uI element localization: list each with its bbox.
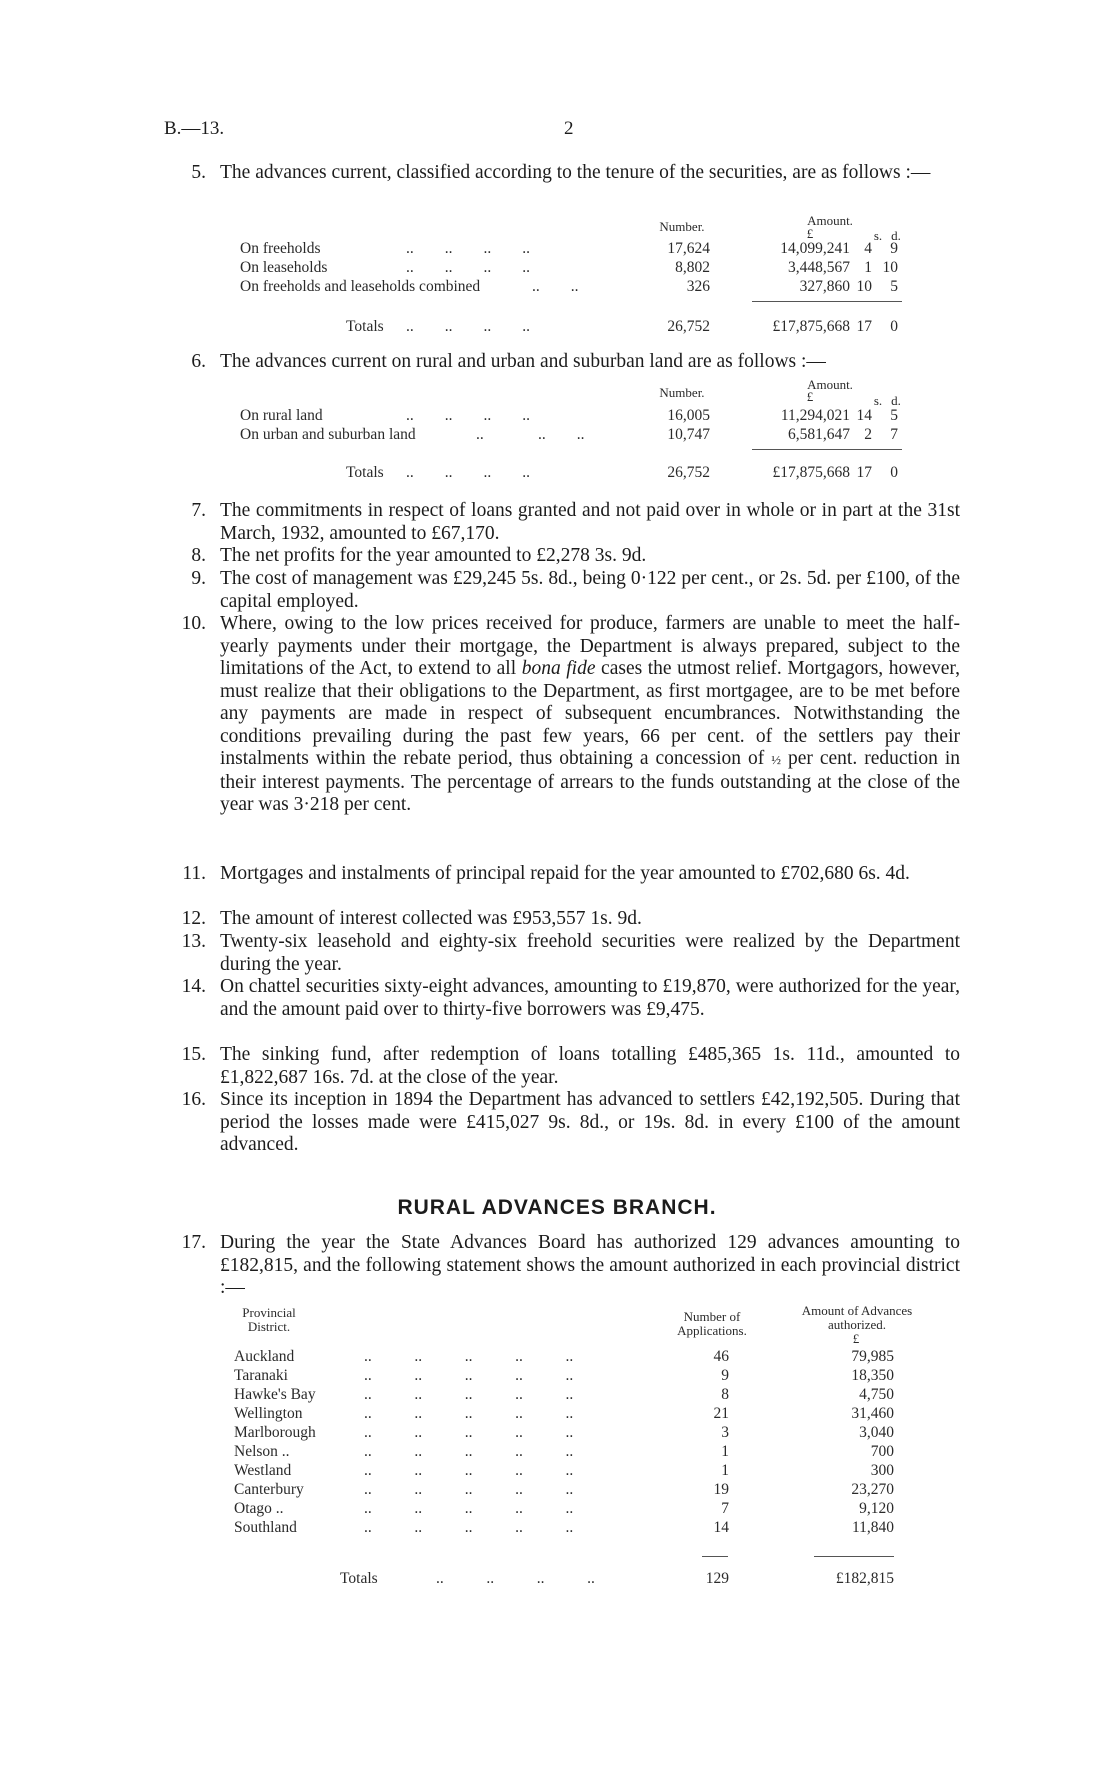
totals-label: Totals — [346, 464, 384, 481]
leader-dots: .. .. .. .. — [406, 259, 530, 276]
leader-dots: .. .. .. .. .. — [364, 1443, 574, 1460]
leader-dots: .. .. .. .. .. — [364, 1500, 574, 1517]
paragraph-15 — [164, 1044, 960, 1089]
cell-shillings: 14 — [856, 407, 872, 424]
paragraph-number: 15. — [181, 1044, 206, 1065]
cell-amount: 700 — [870, 1443, 894, 1460]
paragraph-text: The commitments in respect of loans granted and not paid over in whole or in part at the 31st March, 1932, amounted to £67,170. — [220, 500, 960, 544]
column-header-number: Number. — [659, 385, 705, 400]
cell-pounds: 327,860 — [799, 278, 850, 295]
tenure-table — [240, 214, 920, 344]
column-header-applications: Number of Applications. — [677, 1309, 747, 1338]
cell-pence: 10 — [882, 259, 898, 276]
page-number: 2 — [564, 118, 574, 139]
leader-dots: .. .. .. .. .. — [364, 1348, 574, 1365]
cell-pence: 9 — [890, 240, 898, 257]
cell-shillings: 4 — [864, 240, 872, 257]
paragraph-11 — [164, 863, 960, 886]
paragraph-number: 16. — [181, 1089, 206, 1110]
table-row — [234, 1424, 954, 1443]
district-name: Hawke's Bay — [234, 1386, 316, 1403]
cell-shillings: 10 — [856, 278, 872, 295]
paragraph-number: 8. — [191, 545, 206, 566]
cell-number: 10,747 — [667, 426, 710, 443]
table-row — [240, 426, 920, 445]
cell-pounds: 11,294,021 — [780, 407, 850, 424]
column-header-district: Provincial District. — [242, 1305, 296, 1334]
paragraph-number: 17. — [181, 1232, 206, 1253]
section-heading: RURAL ADVANCES BRANCH. — [397, 1196, 717, 1219]
paragraph-text: During the year the State Advances Board has authorized 129 advances amounting to £182,815, and the following statement shows the amount authorized in each provincial district :— — [220, 1232, 960, 1298]
table-row — [240, 240, 920, 259]
district-name: Southland — [234, 1519, 297, 1536]
paragraph-number: 7. — [191, 500, 206, 521]
cell-applications: 14 — [713, 1519, 729, 1536]
table-row — [234, 1481, 954, 1500]
leader-dots: .. .. — [532, 278, 579, 295]
unit-shillings: s. — [873, 228, 883, 243]
cell-applications: 19 — [713, 1481, 729, 1498]
total-shillings: 17 — [856, 464, 872, 481]
leader-dots: .. .. .. .. — [406, 240, 530, 257]
cell-pence: 7 — [890, 426, 898, 443]
column-header-amount: Amount. — [807, 213, 853, 228]
row-label: On urban and suburban land — [240, 426, 416, 443]
cell-amount: 9,120 — [859, 1500, 894, 1517]
fraction: ½ — [771, 752, 781, 767]
cell-applications: 9 — [721, 1367, 729, 1384]
table-row — [240, 407, 920, 426]
paragraph-number: 5. — [191, 162, 206, 183]
row-label: On freeholds and leaseholds combined — [240, 278, 481, 295]
district-name: Auckland — [234, 1348, 295, 1365]
cell-amount: 23,270 — [851, 1481, 894, 1498]
total-pence: 0 — [890, 318, 898, 335]
paragraph-12 — [164, 908, 960, 931]
paragraph-14 — [164, 976, 960, 1021]
table-row — [234, 1405, 954, 1424]
table-row — [234, 1348, 954, 1367]
unit-pound: £ — [806, 389, 814, 404]
cell-applications: 1 — [721, 1462, 729, 1479]
unit-pound: £ — [852, 1331, 860, 1346]
cell-number: 17,624 — [667, 240, 710, 257]
totals-row — [234, 1570, 954, 1589]
leader-dots: .. .. .. .. .. — [364, 1519, 574, 1536]
paragraph-text: The advances current on rural and urban and suburban land are as follows :— — [220, 351, 826, 372]
unit-shillings: s. — [873, 393, 883, 408]
total-pounds: £17,875,668 — [772, 318, 850, 335]
totals-label: Totals — [340, 1570, 378, 1587]
cell-applications: 7 — [721, 1500, 729, 1517]
leader-dots: .. .. .. .. .. — [364, 1405, 574, 1422]
table-row — [240, 278, 920, 297]
paragraph-number: 6. — [191, 351, 206, 372]
cell-pence: 5 — [890, 407, 898, 424]
sum-rule — [814, 1556, 894, 1557]
cell-shillings: 1 — [864, 259, 872, 276]
table-row — [234, 1519, 954, 1538]
district-name: Marlborough — [234, 1424, 316, 1441]
total-pounds: £17,875,668 — [772, 464, 850, 481]
district-name: Canterbury — [234, 1481, 304, 1498]
total-applications: 129 — [705, 1570, 729, 1587]
row-label: On rural land — [240, 407, 323, 424]
paragraph-9 — [164, 568, 960, 613]
paragraph-6 — [164, 351, 960, 374]
leader-dots: .. .. .. .. — [406, 464, 530, 481]
district-name: Wellington — [234, 1405, 303, 1422]
table-row — [234, 1367, 954, 1386]
row-label: On freeholds — [240, 240, 321, 257]
table-row — [234, 1443, 954, 1462]
paragraph-13 — [164, 931, 960, 976]
paragraph-10 — [164, 613, 960, 817]
total-number: 26,752 — [667, 318, 710, 335]
column-header-number: Number. — [659, 219, 705, 234]
paragraph-text: Twenty-six leasehold and eighty-six freehold securities were realized by the Department during the year. — [220, 931, 960, 975]
total-number: 26,752 — [667, 464, 710, 481]
paragraph-17 — [164, 1232, 960, 1300]
report-reference: B.—13. — [164, 118, 225, 139]
district-name: Taranaki — [234, 1367, 288, 1384]
cell-applications: 21 — [713, 1405, 729, 1422]
cell-applications: 3 — [721, 1424, 729, 1441]
paragraph-text: The cost of management was £29,245 5s. 8d., being 0·122 per cent., or 2s. 5d. per £100, of the capital employed. — [220, 568, 960, 612]
unit-pence: d. — [891, 228, 901, 243]
total-shillings: 17 — [856, 318, 872, 335]
leader-dots: .. .. .. .. .. — [364, 1462, 574, 1479]
unit-pence: d. — [891, 393, 901, 408]
cell-number: 8,802 — [675, 259, 710, 276]
paragraph-7 — [164, 500, 960, 545]
paragraph-text: The sinking fund, after redemption of loans totalling £485,365 1s. 11d., amounted to £1,822,687 16s. 7d. at the close of the year. — [220, 1044, 960, 1088]
land-type-table — [240, 378, 920, 488]
paragraph-number: 9. — [191, 568, 206, 589]
table-row — [234, 1500, 954, 1519]
cell-amount: 79,985 — [851, 1348, 894, 1365]
total-pence: 0 — [890, 464, 898, 481]
column-header-amount: Amount of Advances authorized. — [801, 1303, 913, 1332]
paragraph-text — [220, 613, 960, 817]
cell-amount: 300 — [870, 1462, 894, 1479]
sum-rule — [752, 301, 902, 302]
paragraph-5 — [164, 162, 960, 185]
paragraph-number: 14. — [181, 976, 206, 997]
leader-dots: .. .. .. .. .. — [364, 1386, 574, 1403]
paragraph-text: Mortgages and instalments of principal repaid for the year amounted to £702,680 6s. 4d. — [220, 863, 910, 884]
totals-row — [240, 464, 920, 483]
column-header-amount: Amount. — [807, 377, 853, 392]
paragraph-number: 13. — [181, 931, 206, 952]
district-table — [234, 1303, 954, 1596]
cell-amount: 11,840 — [851, 1519, 894, 1536]
table-row — [234, 1386, 954, 1405]
italic-term: bona fide — [521, 658, 596, 679]
totals-label: Totals — [346, 318, 384, 335]
paragraph-number: 11. — [182, 863, 206, 884]
district-name: Westland — [234, 1462, 292, 1479]
leader-dots: .. .. .. — [476, 426, 585, 443]
leader-dots: .. .. .. .. .. — [364, 1424, 574, 1441]
total-amount: £182,815 — [835, 1570, 894, 1587]
cell-amount: 18,350 — [851, 1367, 894, 1384]
sum-rule — [752, 449, 902, 450]
leader-dots: .. .. .. .. — [406, 318, 530, 335]
leader-dots: .. .. .. .. .. — [364, 1481, 574, 1498]
paragraph-text: Since its inception in 1894 the Department has advanced to settlers £42,192,505. During that period the losses made were £415,027 9s. 8d., or 19s. 8d. in every £100 of the amount advanced. — [220, 1089, 960, 1155]
row-label: On leaseholds — [240, 259, 328, 276]
leader-dots: .. .. .. .. — [436, 1570, 595, 1587]
cell-amount: 3,040 — [859, 1424, 894, 1441]
leader-dots: .. .. .. .. — [406, 407, 530, 424]
paragraph-16 — [164, 1089, 960, 1157]
cell-amount: 31,460 — [851, 1405, 894, 1422]
text-segment: Where, owing to the low prices received for produce, farmers are unable to meet the half-yearly payments under their mortgage, the Department is always prepared, subject to the limitations of the Act, to extend to all — [220, 613, 960, 679]
text-segment: cases the utmost relief. Mortgagors, however, must realize that their obligations to the Department, as first mortgagee, are to be met before any payments are made in respect of subsequent encumbrances. Notwithstanding the conditions prevailing during the past few years, 66 per cent. of the settlers pay their instalments within the rebate period, thus obtaining a concession of — [220, 658, 960, 769]
cell-pounds: 3,448,567 — [788, 259, 850, 276]
table-row — [240, 259, 920, 278]
totals-row — [240, 318, 920, 337]
cell-pounds: 6,581,647 — [788, 426, 850, 443]
sum-rule — [702, 1556, 728, 1557]
leader-dots: .. .. .. .. .. — [364, 1367, 574, 1384]
cell-applications: 46 — [713, 1348, 729, 1365]
cell-number: 16,005 — [667, 407, 710, 424]
paragraph-text: The net profits for the year amounted to £2,278 3s. 9d. — [220, 545, 647, 566]
cell-amount: 4,750 — [859, 1386, 894, 1403]
cell-pence: 5 — [890, 278, 898, 295]
paragraph-text: On chattel securities sixty-eight advances, amounting to £19,870, were authorized for the year, and the amount paid over to thirty-five borrowers was £9,475. — [220, 976, 960, 1020]
paragraph-number: 10. — [181, 613, 206, 634]
text-segment: per cent. reduction in their interest payments. The percentage of arrears to the funds outstanding at the close of the year was 3·218 per cent. — [220, 748, 960, 815]
unit-pound: £ — [806, 226, 814, 241]
cell-pounds: 14,099,241 — [780, 240, 850, 257]
paragraph-number: 12. — [181, 908, 206, 929]
cell-shillings: 2 — [864, 426, 872, 443]
cell-applications: 1 — [721, 1443, 729, 1460]
paragraph-text: The amount of interest collected was £953,557 1s. 9d. — [220, 908, 642, 929]
paragraph-8 — [164, 545, 960, 568]
table-row — [234, 1462, 954, 1481]
cell-applications: 8 — [721, 1386, 729, 1403]
paragraph-text: The advances current, classified according to the tenure of the securities, are as follows :— — [220, 162, 931, 183]
cell-number: 326 — [686, 278, 710, 295]
district-name: Otago .. — [234, 1500, 284, 1517]
district-name: Nelson .. — [234, 1443, 290, 1460]
